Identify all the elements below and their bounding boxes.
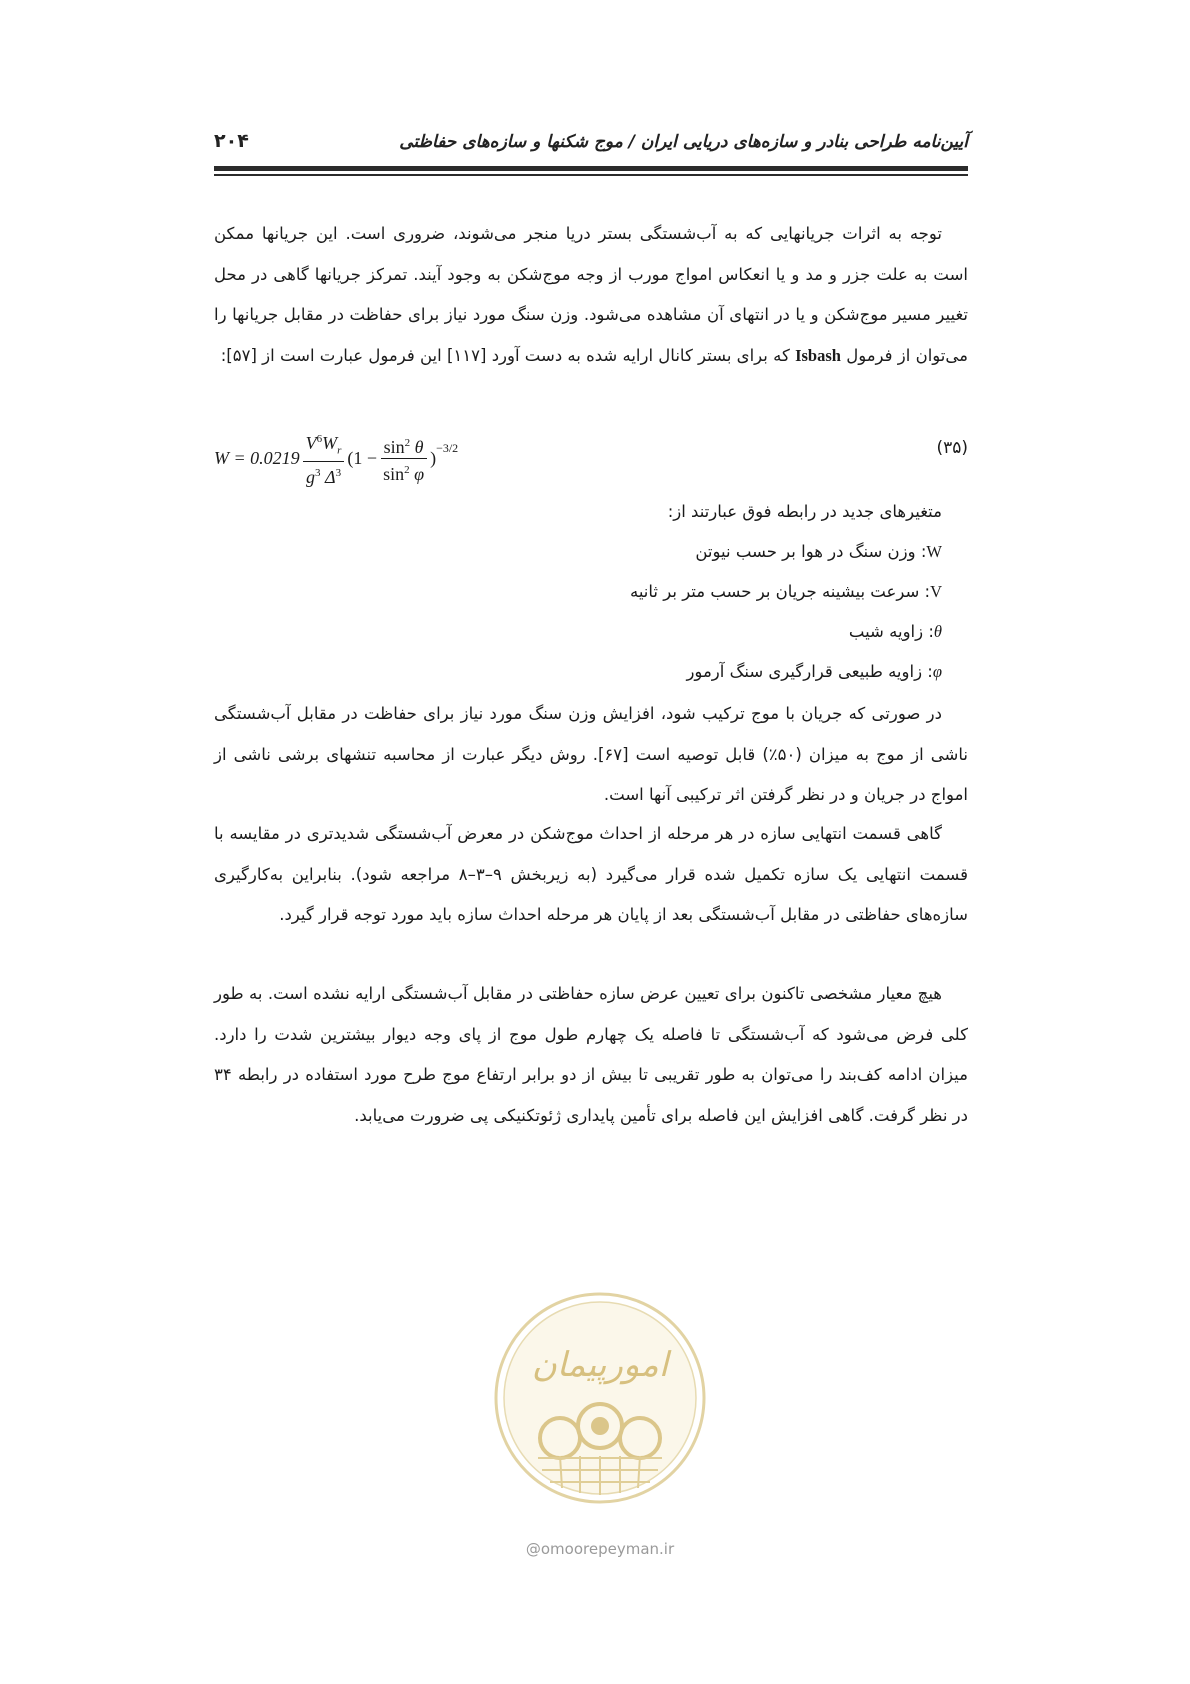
paragraph-4: هیچ معیار مشخصی تاکنون برای تعیین عرض سازه حفاظتی در مقابل آب‌شستگی ارایه نشده است. به طور کلی فرض می‌شود که آب‌شستگی تا فاصله یک چهارم طول موج از پای وجه دیوار بیشترین شدت را دارد. میزان ادامه کف‌بند را می‌توان به طور تقریبی تا بیش از دو برابر ارتفاع موج طرح مورد استفاده در رابطه ۳۴ در نظر گرفت. گاهی افزایش این فاصله برای تأمین پایداری ژئوتکنیکی پی ضرورت می‌یابد. [214, 984, 968, 1125]
eq-paren-close: ) [430, 447, 437, 468]
paragraph-3: گاهی قسمت انتهایی سازه در هر مرحله از احداث موج‌شکن در معرض آب‌شستگی شدیدتری در مقایسه با قسمت انتهایی یک سازه تکمیل شده قرار می‌گیرد (به زیربخش ۹–۳–۸ مراجعه شود). بنابراین به‌کارگیری سازه‌های حفاظتی در مقابل آب‌شستگی بعد از پایان هر مرحله احداث سازه باید مورد توجه قرار گیرد. [214, 824, 968, 924]
paragraph-1-part-a: توجه به اثرات جریانهایی که به آب‌شستگی بستر دریا منجر می‌شوند، ضروری است. این جریانها ممکن است به علت جزر و مد و یا انعکاس امواج مورب از وجه موج‌شکن به وجود آیند. تمرکز جریانها گاهی در محل تغییر مسیر موج‌شکن و یا در انتهای آن مشاهده می‌شود. وزن سنگ مورد نیاز برای حفاظت در مقابل جریانها را می‌توان از فرمول [214, 224, 968, 365]
variable-w-symbol: W [926, 542, 942, 561]
paragraph-4-block [214, 974, 968, 1136]
eq-delta: Δ [324, 467, 336, 488]
eq-exponent: −3/2 [436, 440, 459, 455]
eq-v-exp: 6 [316, 432, 323, 445]
eq-wr-sub: r [337, 444, 342, 457]
eq-phi: φ [414, 463, 425, 484]
equation-number: (۳۵) [936, 438, 968, 458]
eq-sin-2: sin [383, 463, 405, 484]
eq-sin-2-exp: 2 [404, 463, 410, 476]
variable-v-text: : سرعت بیشینه جریان بر حسب متر بر ثانیه [629, 582, 931, 601]
paragraph-1 [214, 214, 968, 376]
watermark-url: @omoorepeyman.ir [525, 1540, 675, 1558]
eq-theta: θ [414, 436, 424, 457]
variable-phi-text: : زاویه طبیعی قرارگیری سنگ آرمور [686, 662, 933, 681]
paragraph-1-block [214, 214, 968, 376]
eq-delta-exp: 3 [335, 467, 342, 480]
omoorepeyman-logo [490, 1288, 710, 1508]
page-number: ۲۰۴ [214, 130, 249, 152]
header-rule-thick [214, 166, 968, 171]
variable-theta-text: : زاویه شیب [848, 622, 934, 641]
variable-theta-symbol: θ [933, 622, 942, 641]
variable-phi-symbol: φ [932, 662, 942, 681]
isbash-term: Isbash [795, 345, 841, 365]
paragraph-1-part-b: که برای بستر کانال ارایه شده به دست آورد [۱۱۷] این فرمول عبارت است از [۵۷]: [220, 345, 790, 365]
variable-theta [214, 612, 968, 652]
paragraph-2: در صورتی که جریان با موج ترکیب شود، افزایش وزن سنگ مورد نیاز برای حفاظت در مقابل آب‌شستگی ناشی از موج به میزان (۵۰٪) قابل توصیه است [۶۷]. روش دیگر عبارت از محاسبه تنشهای برشی ناشی از امواج در جریان و در نظر گرفتن اثر ترکیبی آنها است. [214, 704, 968, 804]
equation-35 [214, 428, 634, 488]
eq-sin-1: sin [383, 436, 405, 457]
eq-g: g [305, 467, 315, 488]
eq-lhs: W = 0.0219 [214, 447, 300, 468]
variable-v [214, 572, 968, 612]
variable-v-symbol: V [930, 582, 942, 601]
eq-paren-open: (1 − [347, 447, 378, 468]
variable-w [214, 532, 968, 572]
variable-phi [214, 652, 968, 692]
header-rule-thin [214, 174, 968, 176]
paragraph-2-block [214, 694, 968, 816]
running-header [214, 128, 968, 168]
eq-g-exp: 3 [314, 467, 321, 480]
eq-sin-1-exp: 2 [404, 436, 411, 449]
eq-v: V [305, 432, 317, 453]
svg-text:امورپیمان: امورپیمان [531, 1345, 669, 1385]
variable-w-text: : وزن سنگ در هوا بر حسب نیوتن [695, 542, 927, 561]
paragraph-3-block [214, 814, 968, 936]
eq-fraction-1 [303, 428, 345, 489]
variable-list [214, 492, 968, 692]
eq-fraction-2 [380, 432, 427, 485]
variables-intro: متغیرهای جدید در رابطه فوق عبارتند از: [667, 502, 942, 521]
header-title: آیین‌نامه طراحی بنادر و سازه‌های دریایی ایران / موج شکنها و سازه‌های حفاظتی [399, 132, 968, 152]
eq-wr: W [322, 432, 338, 453]
